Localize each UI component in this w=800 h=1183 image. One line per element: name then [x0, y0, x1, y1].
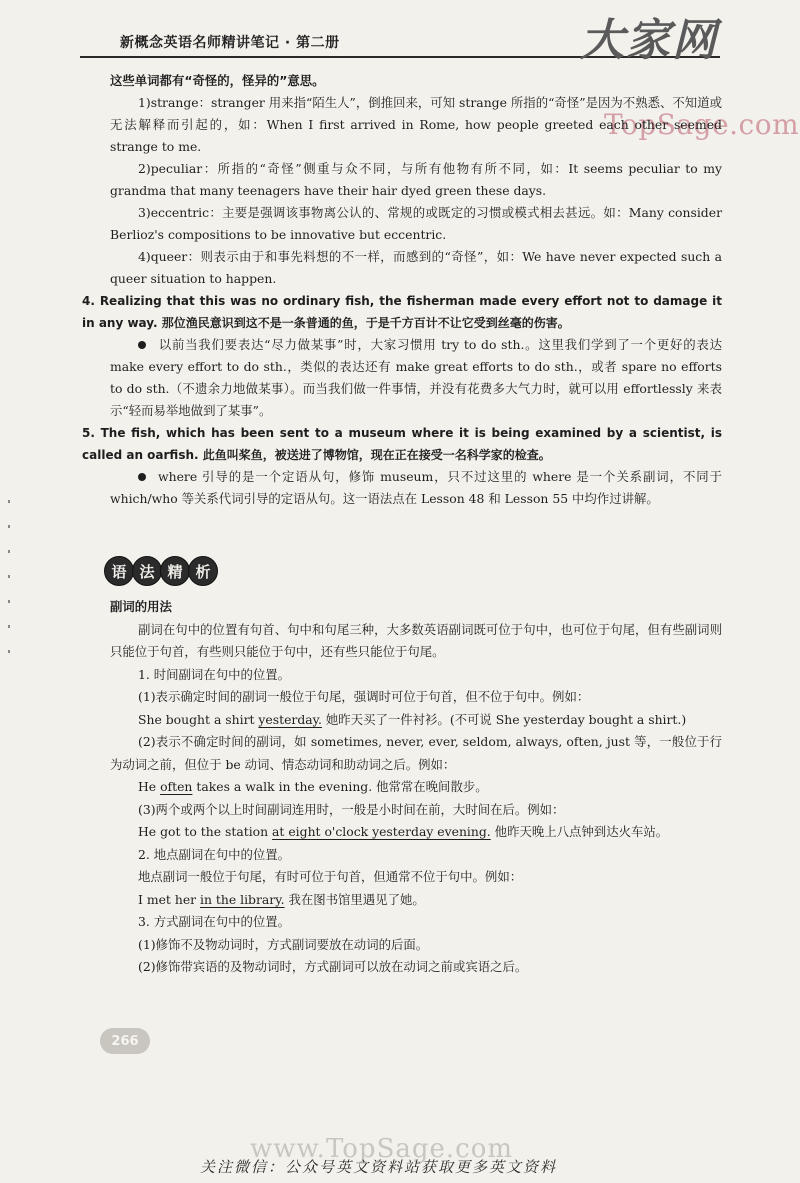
sentence-4-note: [110, 334, 722, 422]
footer-watermark: www.TopSage.com: [250, 1134, 514, 1164]
example-text: 我在图书馆里遇见了她。: [284, 891, 425, 907]
page-number-badge: 266: [100, 1028, 150, 1054]
sentence-5-cn: 此鱼叫桨鱼，被送进了博物馆，现在正在接受一名科学家的检查。: [202, 448, 551, 462]
example-underlined: at eight o'clock yesterday evening.: [272, 824, 491, 839]
example-text: He: [138, 779, 161, 794]
example-underlined: often: [160, 779, 193, 794]
note-item-peculiar: 2)peculiar：所指的“奇怪”侧重与众不同，与所有他物有所不同，如：It seems peculiar to my grandma that many teenagers have their hair dyed green these days.: [110, 161, 722, 198]
sentence-4: [82, 290, 722, 334]
sentence-4-cn: 那位渔民意识到这不是一条普通的鱼，于是千方百计不让它受到丝毫的伤害。: [161, 316, 570, 330]
badge-char: 语: [104, 556, 134, 586]
grammar-point-3-sub-1: (1)修饰不及物动词时，方式副词要放在动词的后面。: [138, 936, 429, 952]
grammar-intro: 副词在句中的位置有句首、句中和句尾三种，大多数英语副词既可位于句中，也可位于句尾，但有些副词则只能位于句首，有些则只能位于句中，还有些只能位于句尾。: [110, 621, 722, 659]
grammar-heading: 副词的用法: [110, 599, 172, 614]
example-text: She bought a shirt: [138, 711, 259, 727]
example-text: 她昨天买了一件衬衫。(不可说 She yesterday bought a shirt.): [321, 711, 687, 727]
grammar-point-3-title: 3. 方式副词在句中的位置。: [138, 914, 291, 929]
grammar-point-2-title: 2. 地点副词在句中的位置。: [138, 846, 291, 862]
grammar-section: [110, 596, 722, 979]
section-badge-grammar-analysis: [104, 556, 216, 586]
notes-section: [82, 70, 722, 510]
example-text: 他昨天晚上八点钟到达火车站。: [490, 824, 669, 839]
bullet-icon: [138, 473, 146, 481]
grammar-example-4: [110, 889, 722, 912]
grammar-point-1-sub-1: (1)表示确定时间的副词一般位于句尾，强调时可位于句首，但不位于句中。例如：: [138, 689, 590, 704]
example-text: He got to the station: [138, 824, 273, 839]
grammar-point-2-sub-1: 地点副词一般位于句尾，有时可位于句首，但通常不位于句中。例如：: [138, 869, 523, 884]
grammar-point-1-sub-2: (2)表示不确定时间的副词，如 sometimes, never, ever, seldom, always, often, just 等，一般位于行为动词之前，但位于 be 动词、情态动词和助动词之后。例如：: [110, 734, 722, 772]
sentence-5-note-text: where 引导的是一个定语从句，修饰 museum，只不过这里的 where 是一个关系副词，不同于 which/who 等关系代词引导的定语从句。这一语法点在 Lesson 48 和 Lesson 55 中均作过讲解。: [110, 469, 722, 506]
grammar-point-1-sub-3: (3)两个或两个以上时间副词连用时，一般是小时间在前，大时间在后。例如：: [138, 801, 565, 817]
site-logo-en: TopSage.com: [604, 108, 800, 141]
sentence-5: [82, 422, 722, 466]
footer-note: 关注微信：公众号英文资料站获取更多英文资料: [200, 1158, 558, 1176]
note-item-eccentric: 3)eccentric：主要是强调该事物离公认的、常规的或既定的习惯或模式相去甚远。如：Many consider Berlioz's compositions to be innovative but eccentric.: [110, 205, 722, 242]
sentence-5-en: 5. The fish, which has been sent to a museum where it is being examined by a scientist, is called an oarfish.: [82, 426, 722, 462]
bullet-icon: [138, 341, 146, 349]
sentence-4-en: 4. Realizing that this was no ordinary fish, the fisherman made every effort not to damage it in any way.: [82, 294, 722, 330]
example-text: I met her: [138, 891, 201, 907]
grammar-point-3-sub-2: (2)修饰带宾语的及物动词时，方式副词可以放在动词之前或宾语之后。: [138, 959, 528, 974]
book-title: 新概念英语名师精讲笔记 · 第二册: [120, 35, 340, 51]
grammar-example-1: [110, 709, 722, 732]
note-item-strange: 1)strange：stranger 用来指“陌生人”，倒推回来，可知 strange 所指的“奇怪”是因为不熟悉、不知道或无法解释而引起的，如：When I first arrived in Rome, how people greeted each other seemed strange to me.: [110, 95, 722, 154]
margin-marks: [8, 500, 14, 675]
badge-char: 法: [132, 556, 162, 586]
example-text: takes a walk in the evening. 他常常在晚间散步。: [192, 779, 488, 794]
example-underlined: in the library.: [200, 891, 285, 907]
note-item-queer: 4)queer：则表示由于和事先料想的不一样，而感到的“奇怪”，如：We have never expected such a queer situation to happen.: [110, 249, 722, 286]
grammar-example-2: [110, 776, 722, 799]
site-logo-cn: 大家网: [580, 15, 718, 66]
badge-char: 析: [188, 556, 218, 586]
grammar-point-1-title: 1. 时间副词在句中的位置。: [138, 666, 291, 682]
badge-char: 精: [160, 556, 190, 586]
sentence-5-note: [110, 466, 722, 510]
sentence-4-note-text: 以前当我们要表达“尽力做某事”时，大家习惯用 try to do sth.。这里我们学到了一个更好的表达 make every effort to do sth.，类似的表达还有 make great efforts to do sth.，或者 spare no efforts to do sth.（不遗余力地做某事）。而当我们做一件事情，并没有花费多大气力时，就可以用 effortlessly 来表示“轻而易举地做到了某事”。: [110, 337, 722, 418]
example-underlined: yesterday.: [258, 711, 322, 727]
grammar-example-3: [110, 821, 722, 844]
notes-intro: 这些单词都有“奇怪的，怪异的”意思。: [110, 73, 325, 88]
